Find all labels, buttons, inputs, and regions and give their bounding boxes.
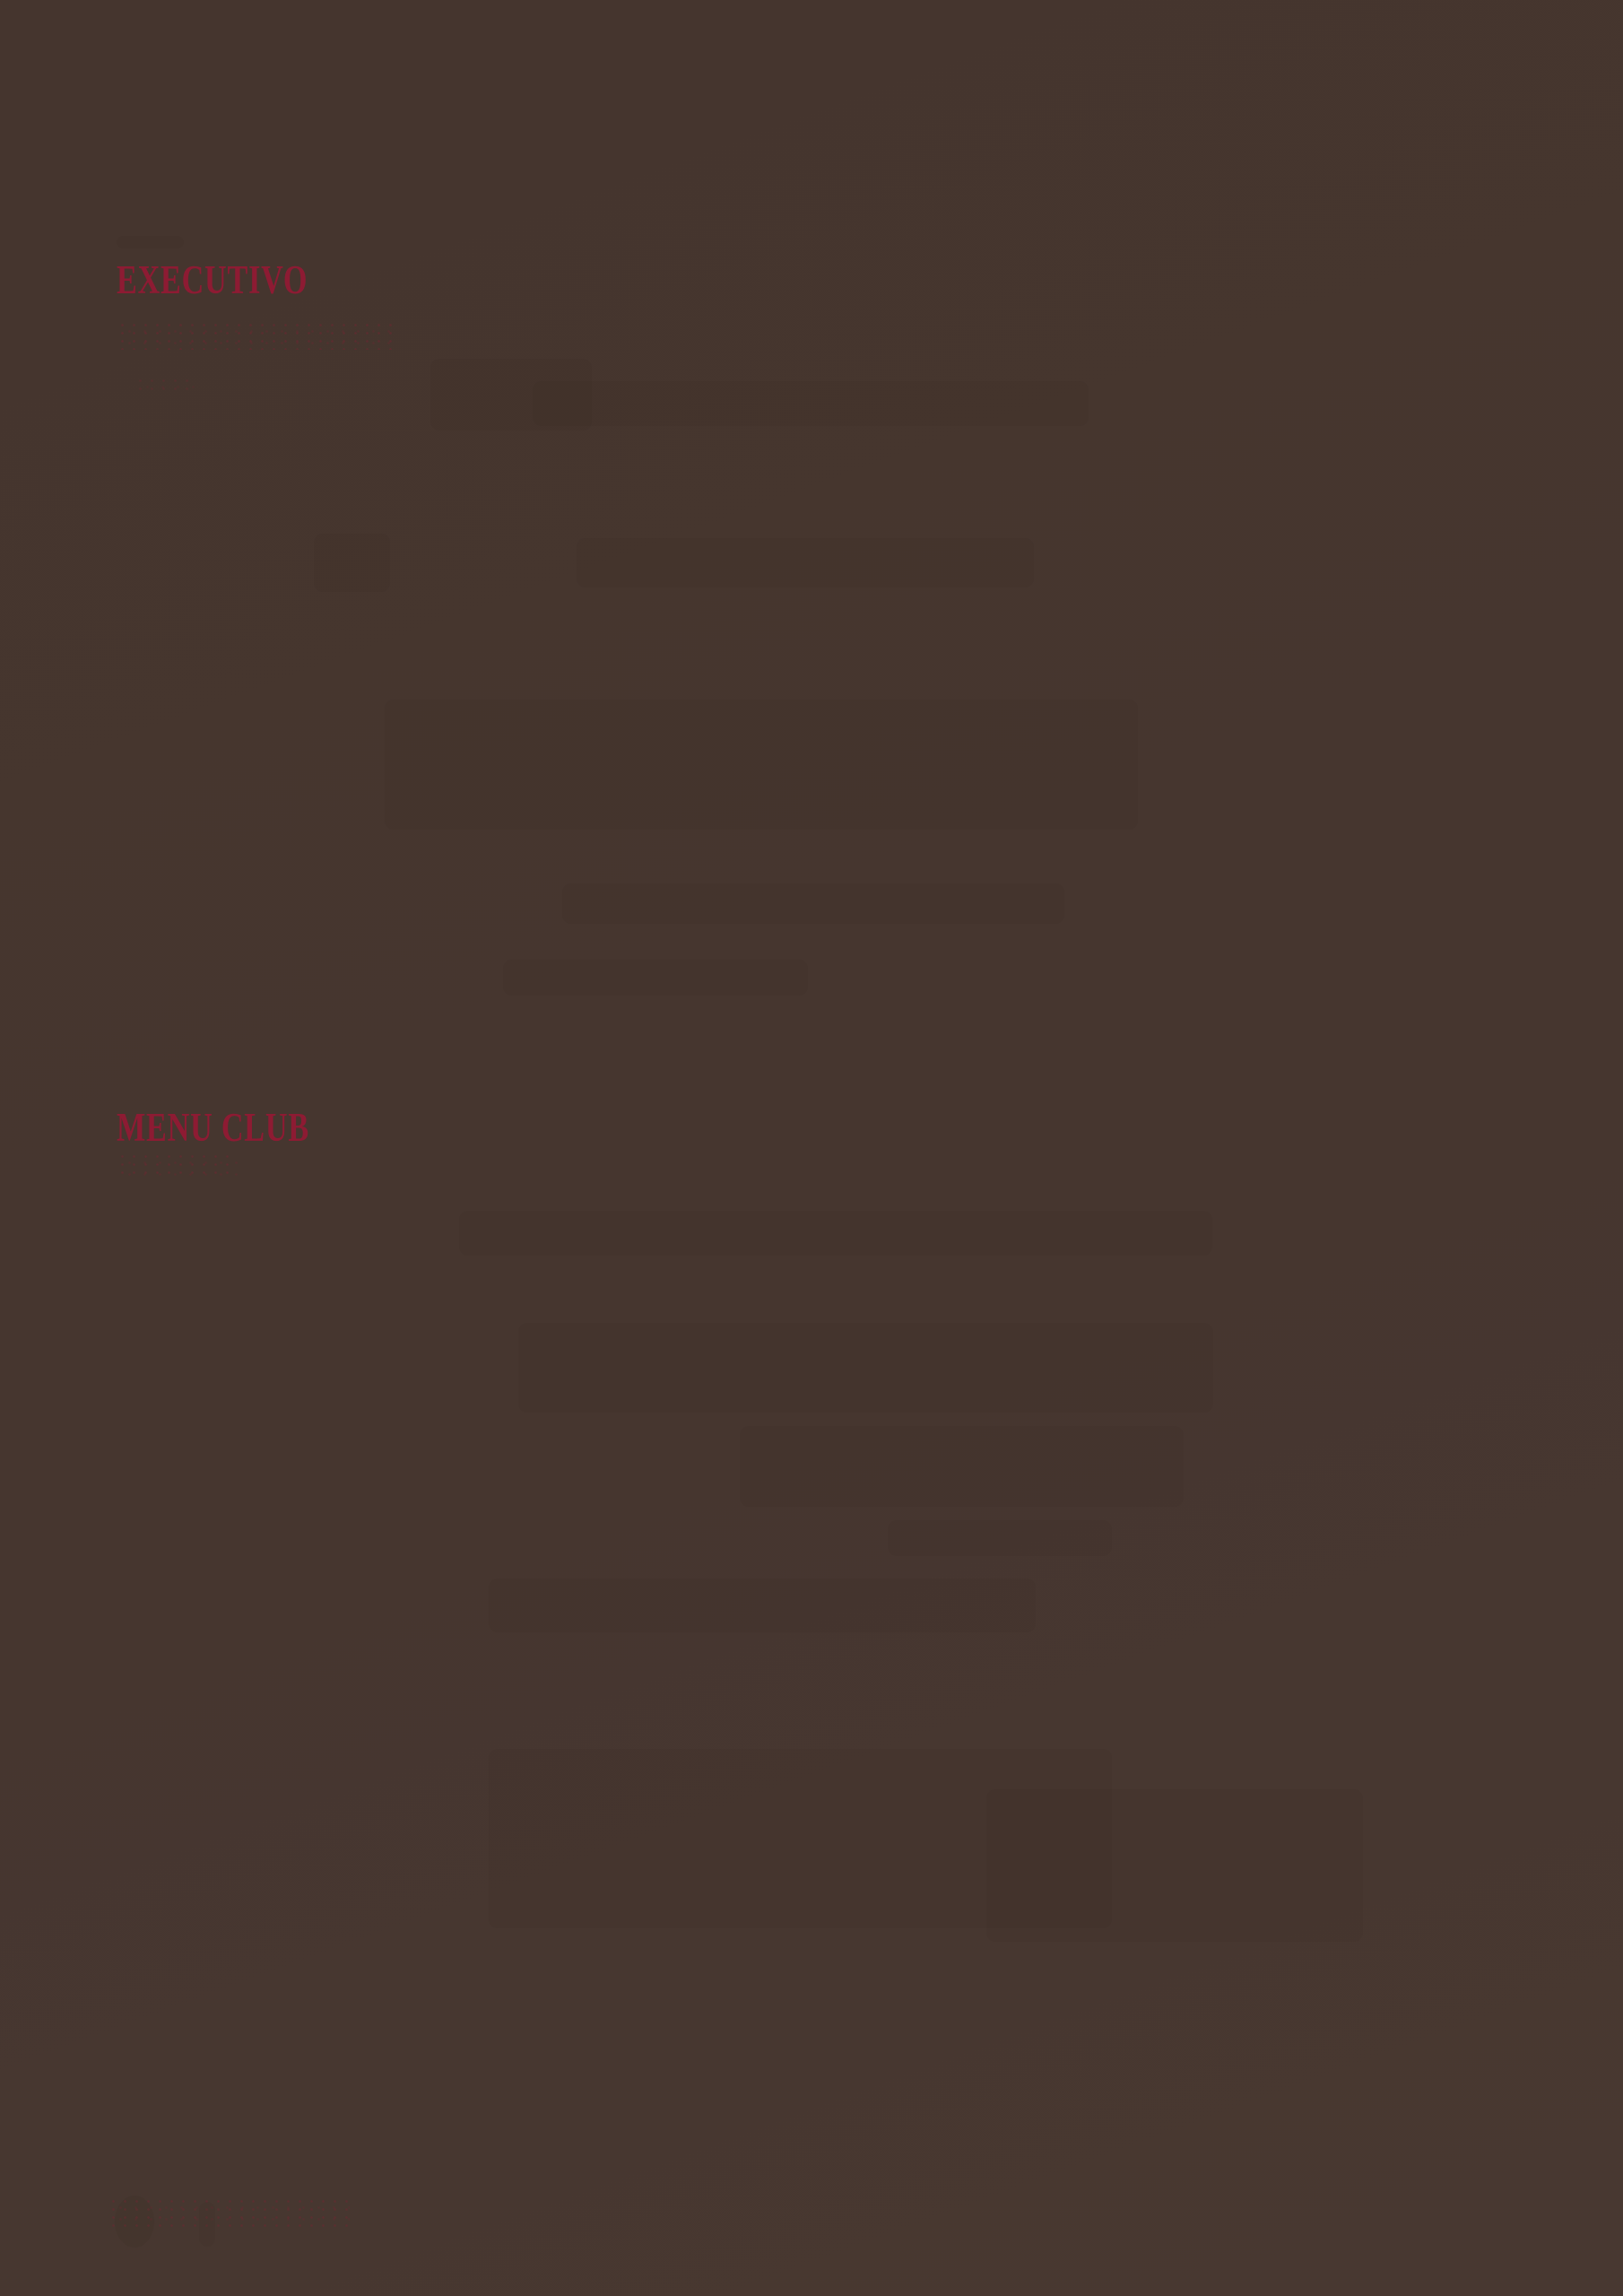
faded-script-trace-footer xyxy=(108,2197,350,2228)
ghost-text-smudge xyxy=(117,236,184,248)
ghost-text-smudge xyxy=(562,883,1064,924)
ghost-text-smudge xyxy=(314,534,390,592)
section-heading-menu-club: MENU CLUB xyxy=(117,1105,309,1150)
ghost-text-smudge xyxy=(385,700,1138,830)
section-heading-executivo: EXECUTIVO xyxy=(117,257,308,302)
ghost-text-smudge xyxy=(489,1749,1112,1928)
ghost-text-smudge xyxy=(518,1323,1213,1413)
faded-script-trace-menu-club xyxy=(117,1152,238,1176)
ghost-text-smudge xyxy=(503,960,808,996)
ghost-text-smudge xyxy=(430,359,592,430)
ghost-text-smudge xyxy=(888,1520,1112,1556)
ghost-footer-mark xyxy=(115,2196,154,2248)
ghost-text-smudge xyxy=(986,1789,1363,1942)
ghost-text-smudge xyxy=(459,1211,1212,1256)
ghost-text-smudge xyxy=(577,538,1034,587)
ghost-text-smudge xyxy=(489,1578,1036,1632)
faded-script-trace-executivo-2 xyxy=(135,377,197,391)
ghost-text-smudge xyxy=(533,381,1089,426)
faded-script-trace-executivo xyxy=(117,321,395,350)
ghost-footer-mark xyxy=(199,2202,215,2247)
ghost-text-smudge xyxy=(740,1426,1184,1507)
